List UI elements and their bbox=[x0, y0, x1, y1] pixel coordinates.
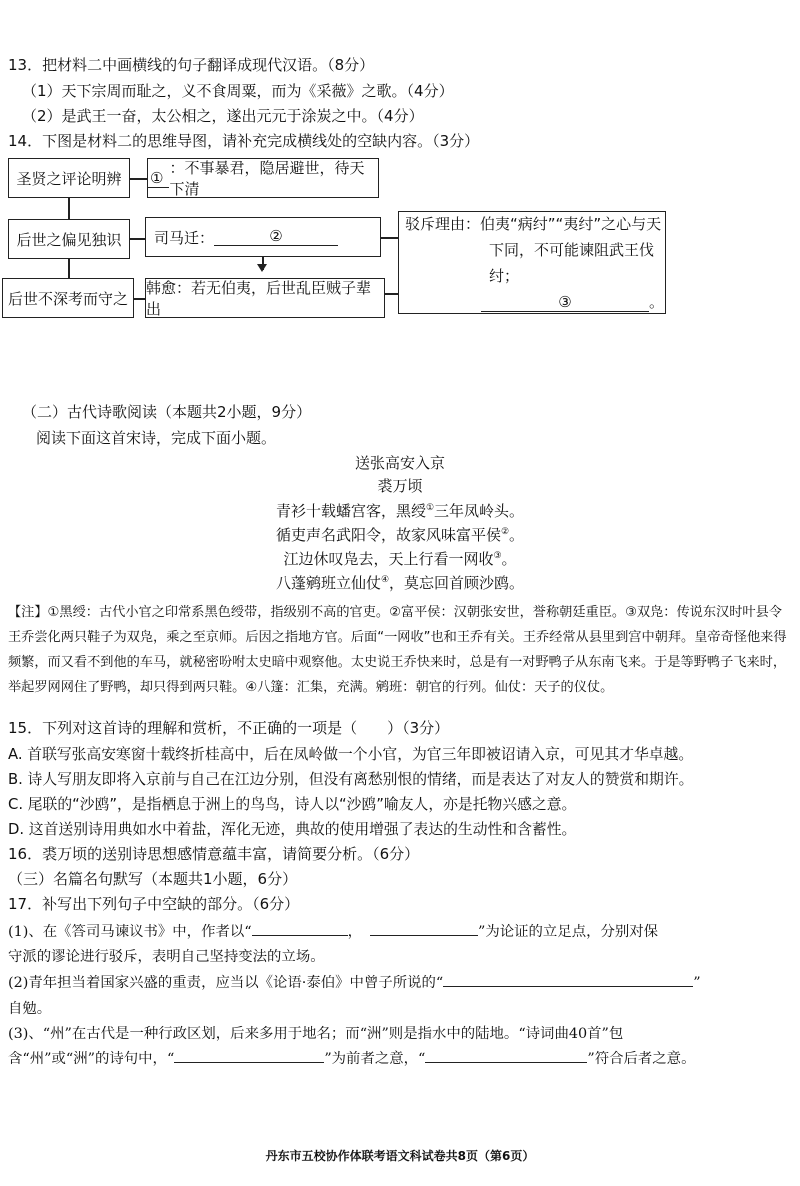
poem-line-1 bbox=[0, 500, 800, 521]
answer-blank[interactable] bbox=[443, 986, 693, 987]
answer-blank[interactable] bbox=[425, 1062, 587, 1063]
q17-stem: 17．补写出下列句子中空缺的部分。（6分） bbox=[8, 895, 300, 913]
q17-item-1-line-1 bbox=[8, 920, 658, 941]
poem-line-4 bbox=[0, 572, 800, 593]
q13-stem: 13．把材料二中画横线的句子翻译成现代汉语。（8分） bbox=[8, 56, 375, 74]
poem-line-2-b: 。 bbox=[509, 526, 525, 544]
q15-option-c: C. 尾联的“沙鸥”，是指栖息于洲上的鸟鸟，诗人以“沙鸥”喻友人，亦是托物兴感之意。 bbox=[8, 796, 577, 813]
blank-1-number: ① bbox=[148, 169, 169, 188]
q15-option-b: B. 诗人写朋友即将入京前与自己在江边分别，但没有离愁别恨的情绪，而是表达了对友人的赞赏和期许。 bbox=[8, 771, 694, 788]
q14-stem: 14．下图是材料二的思维导图，请补充完成横线处的空缺内容。（3分） bbox=[8, 132, 480, 150]
note-ref-2: ② bbox=[500, 527, 510, 537]
connector bbox=[381, 237, 398, 239]
map-node-mid-3: 韩愈：若无伯夷，后世乱臣贼子辈出 bbox=[145, 278, 385, 318]
map-node-left-3: 后世不深考而守之 bbox=[2, 278, 134, 318]
blank-2-number: ② bbox=[269, 227, 283, 245]
poem-line-3 bbox=[0, 548, 800, 569]
q17-item-3-line-2 bbox=[8, 1047, 695, 1068]
blank-3-number: ③ bbox=[558, 292, 572, 311]
note-ref-4: ④ bbox=[380, 575, 390, 585]
q13-sentence-2: （2）是武王一奋，太公相之，遂出元元于涂炭之中。（4分） bbox=[22, 107, 424, 125]
note-ref-1: ① bbox=[425, 503, 435, 513]
blank-2 bbox=[214, 228, 338, 246]
q17-item-3-text-a: 含“州”或“洲”的诗句中，“ bbox=[8, 1051, 175, 1067]
map-node-left-2: 后世之偏见独识 bbox=[8, 219, 130, 259]
poem-author: 裘万顷 bbox=[377, 477, 423, 495]
q17-item-2-line-2: 自勉。 bbox=[8, 1001, 52, 1017]
q17-item-3-line-1: (3)、“州”在古代是一种行政区划，后来多用于地名；而“洲”则是指水中的陆地。“诗词曲40首”包 bbox=[8, 1026, 624, 1042]
map-node-right-line-2: 下同，不可能谏阻武王伐纣； bbox=[489, 240, 655, 285]
connector bbox=[68, 259, 70, 278]
q17-item-1-text-a: (1)、在《答司马谏议书》中，作者以“ bbox=[8, 924, 252, 940]
arrow-down-icon bbox=[257, 264, 267, 272]
page-footer: 丹东市五校协作体联考语文科试卷共8页（第6页） bbox=[265, 1149, 535, 1163]
q17-item-1-line-2: 守派的谬论进行驳斥，表明自己坚持变法的立场。 bbox=[8, 949, 325, 965]
poem-line-3-a: 江边休叹凫去，天上行看一网收 bbox=[283, 550, 494, 568]
q13-sentence-1: （1）天下宗周而耻之，义不食周粟，而为《采薇》之歌。（4分） bbox=[22, 82, 454, 100]
answer-blank[interactable] bbox=[370, 935, 478, 936]
section-3-heading: （三）名篇名句默写（本题共1小题，6分） bbox=[8, 870, 298, 888]
answer-blank[interactable] bbox=[174, 1062, 324, 1063]
blank-3 bbox=[481, 294, 649, 312]
map-node-right-line-1: 驳斥理由：伯夷“病纣”“夷纣”之心与天 bbox=[405, 214, 662, 233]
map-node-right-line-3 bbox=[405, 289, 664, 315]
q15-option-a: A. 首联写张高安寒窗十载终折桂高中，后在凤岭做一个小官，为官三年即被诏请入京，可见其才华卓越。 bbox=[8, 746, 694, 763]
poem-title: 送张高安入京 bbox=[354, 454, 445, 472]
note-ref-3: ③ bbox=[493, 551, 502, 561]
connector bbox=[385, 293, 398, 295]
q15-stem: 15．下列对这首诗的理解和赏析，不正确的一项是（ ）（3分） bbox=[8, 719, 450, 737]
map-node-right bbox=[398, 211, 666, 314]
map-node-mid-1-text: ：不事暴君，隐居避世，待天下清 bbox=[169, 159, 365, 198]
map-node-mid-2 bbox=[145, 217, 381, 257]
connector bbox=[130, 238, 145, 240]
q17-item-1-text-b: ， bbox=[347, 924, 363, 940]
q17-item-2-text-a: (2)青年担当着国家兴盛的重责，应当以《论语·泰伯》中曾子所说的“ bbox=[8, 975, 444, 991]
poem-line-1-b: 三年凤岭头。 bbox=[434, 502, 525, 520]
poem-notes: 【注】①黑绶：古代小官之印常系黑色绶带，指级别不高的官吏。②富平侯：汉朝张安世，誉称朝廷重臣。③双凫：传说东汉时叶县令王乔尝化两只鞋子为双凫，乘之至京师。后因之指地方官。后面“一网收”也和王乔有关。王乔经常从县里到宫中朝拜。皇帝奇怪他来得频繁，而又看不到他的车马，就秘密吩咐太史暗中观察他。太史说王乔快来时，总是有一对野鸭子从东南飞来。于是等野鸭子飞来时，举起罗网网住了野鸭，却只得到两只鞋。④八篷：汇集，充满。鹓班：朝官的行列。仙仗：天子的仪仗。 bbox=[8, 605, 787, 695]
poem-line-1-a: 青衫十载蟠宫客，黑绶 bbox=[275, 502, 426, 520]
poem-line-4-a: 八蓬鹓班立仙仗 bbox=[275, 574, 381, 592]
poem-line-3-b: 。 bbox=[501, 550, 517, 568]
map-node-mid-2-label: 司马迁： bbox=[154, 228, 215, 247]
poem-line-4-b: ，莫忘回首顾沙鸥。 bbox=[389, 574, 525, 592]
q17-item-2-line-1 bbox=[8, 971, 701, 992]
map-node-right-end: 。 bbox=[649, 292, 665, 311]
section-2-instruction: 阅读下面这首宋诗，完成下面小题。 bbox=[36, 429, 277, 447]
map-node-left-1: 圣贤之评论明辨 bbox=[8, 158, 130, 198]
poem-line-2-a: 循吏声名武阳令，故家风味富平侯 bbox=[275, 526, 501, 544]
connector bbox=[130, 178, 147, 180]
connector bbox=[134, 298, 145, 300]
q16-stem: 16．裘万顷的送别诗思想感情意蕴丰富，请简要分析。（6分） bbox=[8, 845, 420, 863]
q17-item-1-text-c: ”为论证的立足点，分别对保 bbox=[478, 924, 659, 940]
q17-item-3-text-b: ”为前者之意，“ bbox=[324, 1051, 426, 1067]
q17-item-2-text-b: ” bbox=[693, 975, 701, 991]
q17-item-3-text-c: ”符合后者之意。 bbox=[587, 1051, 696, 1067]
q15-option-d: D. 这首送别诗用典如水中着盐，浑化无迹，典故的使用增强了表达的生动性和含蓄性。 bbox=[8, 821, 577, 838]
map-node-mid-1 bbox=[147, 158, 379, 198]
section-2-heading: （二）古代诗歌阅读（本题共2小题，9分） bbox=[22, 403, 312, 421]
answer-blank[interactable] bbox=[252, 935, 348, 936]
poem-line-2 bbox=[0, 524, 800, 545]
connector bbox=[68, 198, 70, 219]
